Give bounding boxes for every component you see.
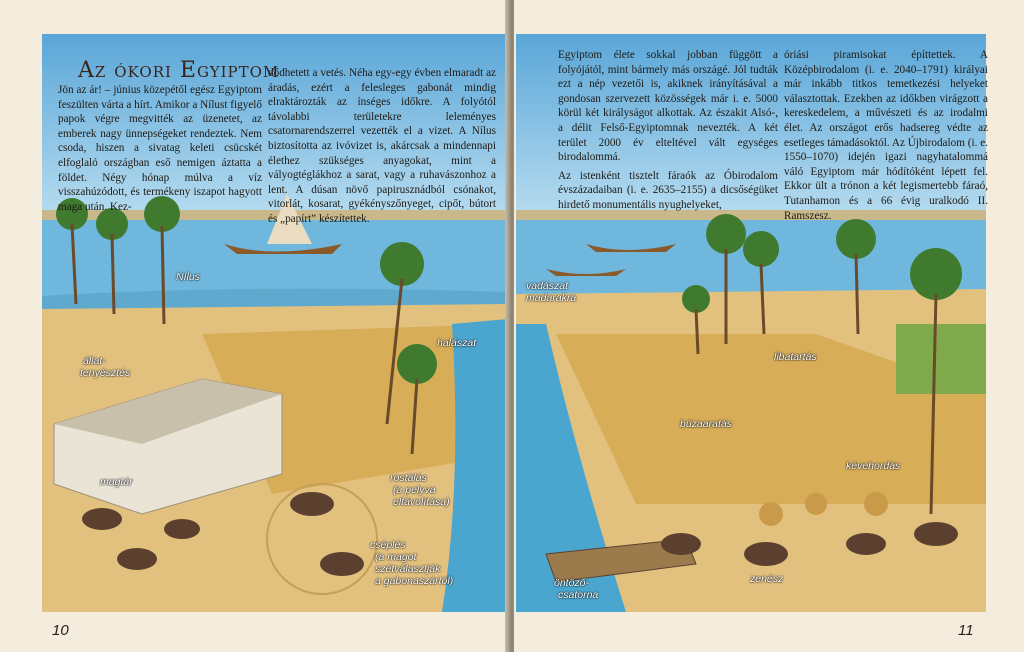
label-ontozo-1: öntöző- — [554, 577, 590, 589]
label-cseples-2: (a magot — [375, 551, 417, 563]
label-nilus: Nílus — [176, 271, 200, 283]
left-text-col1 — [58, 83, 262, 218]
label-vadaszat-2: madarakra — [526, 292, 577, 304]
right-text-col1 — [558, 48, 778, 217]
label-ontozo-2: csatorna — [558, 589, 599, 601]
label-allattenyesztes-2: tenyésztés — [80, 367, 131, 379]
paragraph: Jön az ár! – június közepétől egész Egyiptom feszülten várta a hírt. Amikor a Nílust figyelő papok végre megvitték az üzenetet, az emberek nagy ünnepségeket rendeztek. Nem csoda, hiszen a sivatag keleti csücskét elfoglaló országban eső nemigen áztatta a földet. Négy hónap múlva a víz visszahúzódott, és termékeny iszapot hagyott maga után. Kez- — [58, 84, 262, 213]
label-buzaaratas: búzaaratás — [680, 418, 732, 430]
left-text-col2 — [268, 66, 496, 231]
paragraph: dődhetett a vetés. Néha egy-egy évben elmaradt az áradás, ezért a felesleges gabonát mindig elraktározták az ínséges időkre. A folyótól távolabbi területekre leleményes csatornarendszerrel vezették el a vizet. A Nílus biztosította az ivóvizet is, akárcsak a mindennapi élethez szükséges anyagokat, mint a vályogtéglákhoz a sarat, vagy a ruhavászonhoz a lent. A dúsan növő papirusznádból csónakot, vitorlát, kosarat, gyékényszőnyeget, cipőt, bútort és „papírt” készítettek. — [268, 67, 496, 225]
label-kevehordas: kévehordás — [846, 460, 901, 472]
page-number-left: 10 — [52, 622, 69, 639]
label-halaszat: halászat — [437, 337, 477, 349]
label-magtar: magtár — [100, 476, 133, 488]
right-text-col2 — [784, 48, 988, 227]
page-title: Az ókori Egyiptom — [78, 58, 280, 83]
label-cseples-3: szétválasztják — [375, 563, 441, 575]
left-page — [0, 0, 510, 652]
paragraph: óriási piramisokat építtettek. A Középbirodalom (i. e. 2040–1791) királyai már inkább titkos temetkezési helyeket választottak. Ezekben az időkben virágzott a kereskedelem, a művészeti és az irodalmi élet. Az országot erős hadsereg védte az esetleges támadásoktól. Az Újbirodalom (i. e. 1550–1070) idején igazi nagyhatalommá váló Egyiptom már hódítóként lépett fel. Ekkor ült a trónon a két legismertebb fáraó, Tutanhamon és a 66 évig uralkodó II. Ramszesz. — [784, 49, 988, 222]
label-libatartas: libatartás — [774, 351, 817, 363]
label-cseples-4: a gabonaszártól) — [375, 575, 454, 587]
page-number-right: 11 — [958, 622, 974, 639]
label-rostalas-1: rostálás — [390, 472, 427, 484]
right-page — [514, 0, 1024, 652]
paragraph: Az istenként tisztelt fáraók az Óbirodalom évszázadaiban (i. e. 2635–2155) a dicsőségüket hirdető monumentális nyughelyeket, — [558, 169, 778, 211]
label-allattenyesztes-1: állat- — [83, 355, 106, 367]
label-rostalas-2: (a pelyva — [393, 484, 436, 496]
label-rostalas-3: eltávolítása) — [393, 496, 450, 508]
paragraph: Egyiptom élete sokkal jobban függött a folyójától, mint bármely más országé. Jól tudták ezt a nép vezetői is, akiknek irányításával a gondosan szervezett közösségek már i. e. 5000 körül két királyságot alkottak. Az északit Alsó-, a délit Felső-Egyiptomnak nevezték. A két terület 2000 év elteltével vált egységes birodalommá. — [558, 49, 778, 164]
label-zenesz: zenész — [750, 573, 784, 585]
label-cseples-1: cséplés — [370, 539, 406, 551]
label-vadaszat-1: vadászat — [526, 280, 569, 292]
